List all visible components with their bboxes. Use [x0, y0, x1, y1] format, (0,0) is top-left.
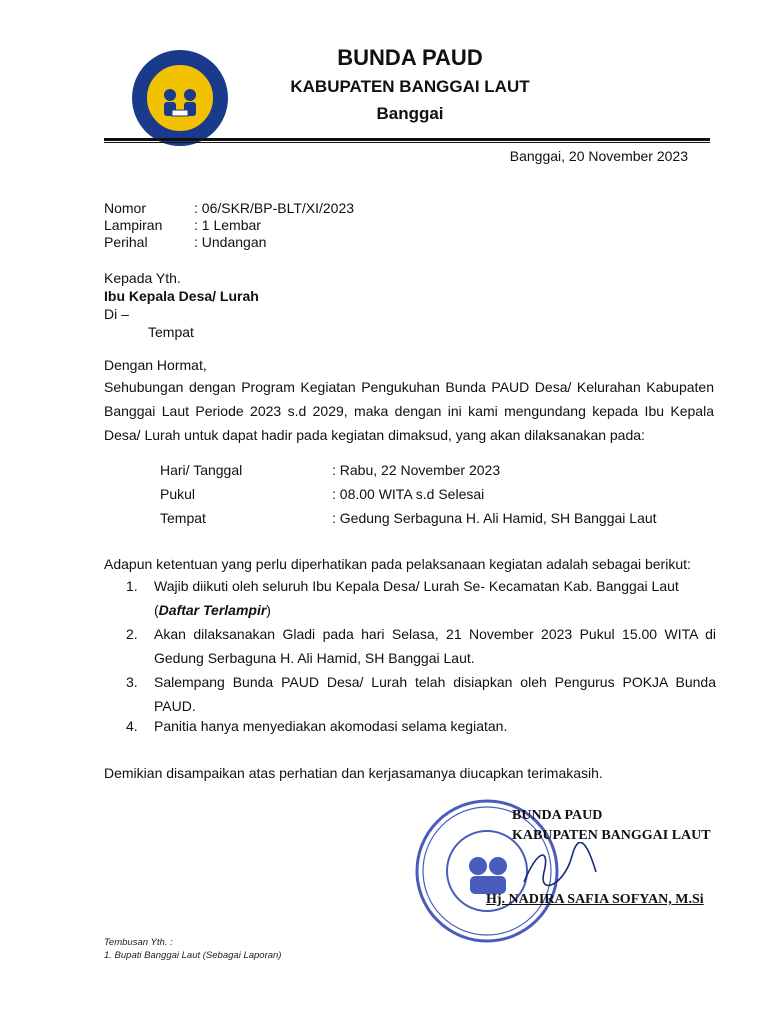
- list-number: 4.: [126, 718, 138, 734]
- greeting: Dengan Hormat,: [104, 357, 207, 373]
- list-text-emphasis: Daftar Terlampir: [158, 602, 267, 618]
- schedule-label: Tempat: [160, 510, 206, 526]
- list-number: 3.: [126, 674, 138, 690]
- list-text-open: (: [154, 602, 159, 618]
- schedule-value: : Rabu, 22 November 2023: [332, 462, 501, 478]
- signature-institution: KABUPATEN BANGGAI LAUT: [512, 828, 711, 843]
- letter-date: Banggai, 20 November 2023: [509, 148, 688, 164]
- signature-name: Hj. NADIRA SAFIA SOFYAN, M.Si: [486, 892, 704, 907]
- letterhead-title: BUNDA PAUD: [337, 45, 483, 70]
- letterhead-divider-thick: [104, 138, 710, 141]
- letterhead-place: Banggai: [376, 104, 444, 123]
- address-tempat: Tempat: [148, 324, 194, 340]
- meta-perihal: [104, 234, 266, 252]
- list-text-close: ): [266, 602, 271, 618]
- schedule-label: Hari/ Tanggal: [160, 462, 243, 478]
- provision-item-1: [126, 574, 716, 622]
- handwritten-signature: [520, 842, 600, 890]
- letterhead-subtitle: KABUPATEN BANGGAI LAUT: [290, 77, 530, 96]
- meta-label: Nomor: [104, 200, 147, 216]
- meta-label: Perihal: [104, 234, 148, 250]
- schedule-date: [160, 462, 500, 482]
- provision-item-4: [126, 714, 716, 738]
- meta-nomor: [104, 200, 354, 218]
- cc-heading: Tembusan Yth. :: [104, 937, 173, 948]
- meta-value: : Undangan: [194, 234, 267, 250]
- signature-title: BUNDA PAUD: [512, 808, 603, 823]
- list-text: Akan dilaksanakan Gladi pada hari Selasa, 21 November 2023 Pukul 15.00 WITA di Gedung Serbaguna H. Ali Hamid, SH Banggai Laut.: [154, 626, 716, 666]
- schedule-label: Pukul: [160, 486, 196, 502]
- schedule-time: [160, 486, 484, 506]
- address-di: Di –: [104, 306, 129, 322]
- closing-sentence: Demikian disampaikan atas perhatian dan kerjasamanya diucapkan terimakasih.: [104, 765, 603, 781]
- address-recipient: Ibu Kepala Desa/ Lurah: [104, 288, 259, 304]
- provision-item-2: [126, 622, 716, 670]
- cc-item: 1. Bupati Banggai Laut (Sebagai Laporan): [104, 950, 282, 961]
- meta-label: Lampiran: [104, 217, 163, 233]
- intro-paragraph: Sehubungan dengan Program Kegiatan Pengukuhan Bunda PAUD Desa/ Kelurahan Kabupaten Banggai Laut Periode 2023 s.d 2029, maka dengan ini kami mengundang kepada Ibu Kepala Desa/ Lurah untuk dapat hadir pada kegiatan dimaksud, yang akan dilaksanakan pada:: [104, 379, 714, 443]
- list-text: Salempang Bunda PAUD Desa/ Lurah telah disiapkan oleh Pengurus POKJA Bunda PAUD.: [154, 674, 716, 714]
- list-number: 1.: [126, 578, 138, 594]
- provisions-intro: Adapun ketentuan yang perlu diperhatikan pada pelaksanaan kegiatan adalah sebagai berikut:: [104, 556, 691, 572]
- meta-value: : 06/SKR/BP-BLT/XI/2023: [194, 200, 355, 216]
- schedule-value: : Gedung Serbaguna H. Ali Hamid, SH Banggai Laut: [332, 510, 657, 526]
- bunda-paud-logo: [130, 48, 230, 148]
- provision-item-3: [126, 670, 716, 718]
- meta-value: : 1 Lembar: [194, 217, 261, 233]
- meta-lampiran: [104, 217, 261, 235]
- letterhead-divider-thin: [104, 142, 710, 143]
- list-number: 2.: [126, 626, 138, 642]
- list-text: [154, 574, 716, 622]
- schedule-value: : 08.00 WITA s.d Selesai: [332, 486, 485, 502]
- schedule-place: [160, 510, 657, 530]
- list-text-main: Wajib diikuti oleh seluruh Ibu Kepala Desa/ Lurah Se- Kecamatan Kab. Banggai Laut: [154, 578, 679, 594]
- list-text: Panitia hanya menyediakan akomodasi selama kegiatan.: [154, 718, 508, 734]
- address-recipient-prefix: Kepada Yth.: [104, 270, 181, 286]
